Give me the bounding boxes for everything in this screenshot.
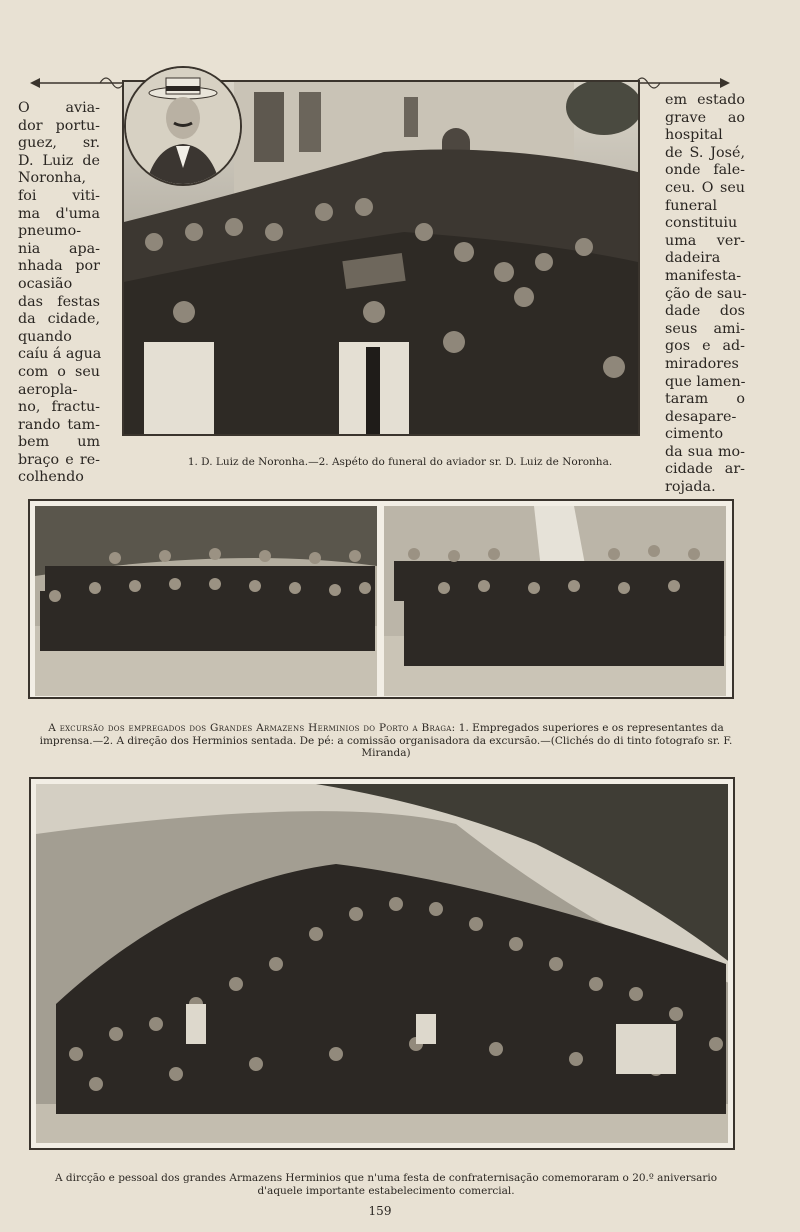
- article-line: ção de sau-: [665, 285, 747, 302]
- article-line: ma d'uma: [18, 205, 100, 222]
- article-line: desapare-: [665, 408, 737, 425]
- article-line: bem um: [18, 434, 100, 451]
- caption-excursion: [36, 722, 736, 760]
- caption-group: A dircção e pessoal dos grandes Armazens Herminios que n'uma festa de confraternisação comemoraram o 20.º aniversario d'aquele importante estabelecimento comercial.: [54, 1172, 718, 1197]
- excursion-photo-1: [35, 506, 377, 696]
- article-line: constituiu: [665, 215, 738, 232]
- article-line: das festas: [18, 293, 100, 310]
- portrait-luiz-de-noronha: [124, 66, 242, 186]
- caption-excursion-title: A excursão dos empregados dos Grandes Armazens Herminios do Porto a Braga:: [48, 722, 456, 734]
- article-line: pneumo-: [18, 223, 82, 240]
- article-line: de S. José,: [665, 144, 745, 161]
- article-line: D. Luiz de: [18, 152, 100, 169]
- article-line: rojada.: [665, 479, 716, 496]
- article-line: foi viti-: [18, 187, 100, 204]
- article-line: no, fractu-: [18, 399, 100, 416]
- article-line: ceu. O seu: [665, 179, 745, 196]
- article-line: gos e ad-: [665, 338, 745, 355]
- caption-funeral: 1. D. Luiz de Noronha.—2. Aspéto do funeral do aviador sr. D. Luiz de Noronha.: [187, 456, 613, 468]
- article-line: da sua mo-: [665, 443, 745, 460]
- article-line: Noronha,: [18, 170, 87, 187]
- article-line: onde fale-: [665, 162, 745, 179]
- article-line: caíu á agua: [18, 346, 102, 363]
- excursion-photos: [28, 499, 734, 699]
- article-line: com o seu: [18, 363, 100, 380]
- excursion-photo-2: [384, 506, 726, 696]
- article-line: braço e re-: [18, 451, 100, 468]
- article-line: em estado: [665, 92, 745, 108]
- caption-excursion-body: 1. Empregados superiores e os representantes da imprensa.—2. A direção dos Herminios sentada. De pé: a comissão organisadora da excursão.—(Clichés do di tinto fotografo sr. F. Miranda): [39, 722, 733, 759]
- article-line: miradores: [665, 355, 739, 372]
- article-line: aeropla-: [18, 381, 78, 398]
- article-line: rando tam-: [18, 416, 100, 433]
- article-line: colhendo: [18, 469, 84, 486]
- article-line: da cidade,: [18, 311, 100, 328]
- group-photo: [29, 777, 735, 1150]
- article-line: hospital: [665, 127, 723, 144]
- article-text-right: [665, 92, 745, 497]
- article-line: uma ver-: [665, 232, 745, 249]
- article-line: ocasião: [18, 275, 73, 292]
- article-line: quando: [18, 328, 72, 345]
- article-line: dade dos: [665, 303, 745, 320]
- article-line: nia apa-: [18, 240, 100, 257]
- article-line: grave ao: [665, 109, 745, 126]
- article-line: cimento: [665, 426, 724, 443]
- article-line: nhada por: [18, 258, 100, 275]
- article-line: manifesta-: [665, 267, 742, 284]
- article-line: funeral: [665, 197, 718, 214]
- article-line: cidade ar-: [665, 461, 745, 478]
- page-number: 159: [368, 1204, 392, 1218]
- article-line: dor portu-: [18, 117, 100, 134]
- article-line: taram o: [665, 391, 745, 408]
- article-line: que lamen-: [665, 373, 746, 390]
- article-line: dadeira: [665, 250, 721, 267]
- article-line: guez, sr.: [18, 135, 100, 152]
- article-text-left: [18, 100, 100, 487]
- article-line: O avia-: [18, 100, 100, 116]
- article-line: seus ami-: [665, 320, 745, 337]
